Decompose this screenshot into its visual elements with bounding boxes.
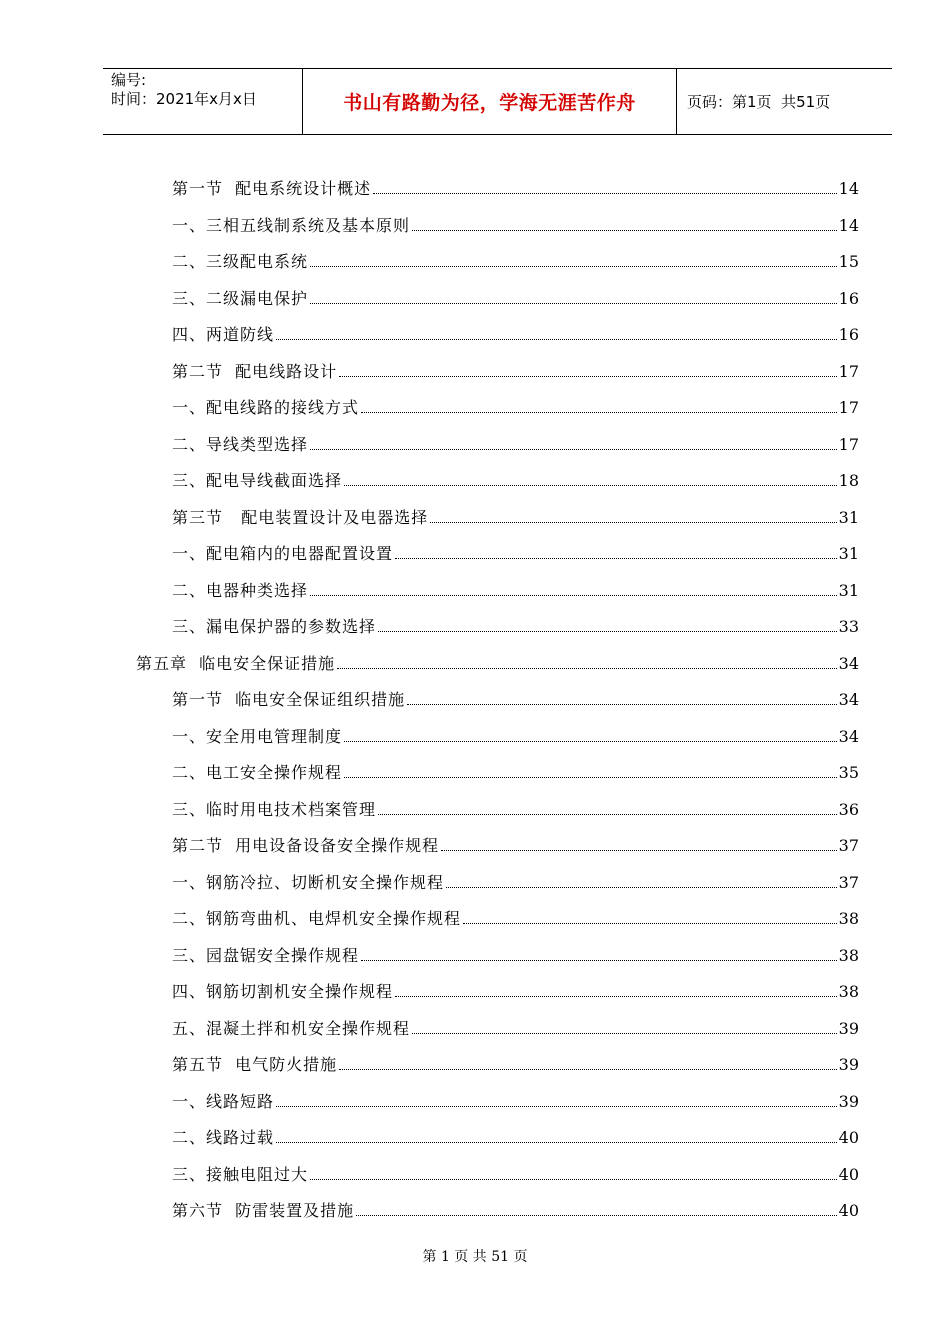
page-footer: 第 1 页 共 51 页 [422, 1249, 528, 1265]
toc-entry-title: 第六节 防雷装置及措施 [172, 1201, 355, 1220]
toc-entry-title: 一、配电箱内的电器配置设置 [172, 544, 394, 563]
toc-entry-page-number: 17 [838, 361, 859, 381]
toc-entry-page-number: 17 [838, 398, 859, 417]
toc-entry-page-number: 40 [838, 1128, 859, 1147]
toc-entry-title: 五、混凝土拌和机安全操作规程 [172, 1018, 411, 1038]
toc-entry[interactable] [172, 820, 859, 856]
toc-entry-page-number: 15 [838, 252, 859, 271]
header-motto: 书山有路勤为径，学海无涯苦作舟 [303, 69, 677, 134]
toc-entry-title: 三、接触电阻过大 [172, 1164, 309, 1184]
toc-entry[interactable] [172, 346, 859, 382]
toc-dot-leader [378, 631, 837, 632]
toc-entry[interactable] [172, 200, 859, 236]
page-header [103, 68, 892, 135]
toc-dot-leader [310, 449, 837, 450]
toc-dot-leader [344, 741, 837, 742]
toc-entry-title: 第二节 配电线路设计 [172, 361, 338, 381]
toc-entry-page-number: 31 [838, 580, 859, 600]
toc-entry-page-number: 37 [838, 872, 859, 892]
toc-entry-title: 二、导线类型选择 [172, 434, 309, 454]
toc-entry-title: 第五节 电气防火措施 [172, 1055, 338, 1074]
toc-entry-page-number: 40 [838, 1201, 859, 1220]
toc-entry-title: 二、电工安全操作规程 [172, 763, 343, 782]
toc-entry-page-number: 38 [838, 945, 859, 965]
toc-entry[interactable] [172, 966, 859, 1002]
toc-entry[interactable] [172, 492, 859, 528]
toc-dot-leader [276, 1106, 837, 1107]
toc-entry-title: 二、线路过载 [172, 1128, 275, 1147]
toc-dot-leader [361, 412, 837, 413]
toc-dot-leader [310, 303, 837, 304]
toc-entry[interactable] [172, 273, 859, 309]
toc-entry-page-number: 31 [838, 544, 859, 563]
toc-dot-leader [373, 193, 836, 194]
toc-entry-title: 第一节 临电安全保证组织措施 [172, 690, 406, 709]
toc-entry-page-number: 16 [838, 325, 859, 344]
toc-entry-page-number: 18 [838, 471, 859, 490]
toc-dot-leader [344, 777, 837, 778]
toc-dot-leader [276, 1142, 837, 1143]
toc-entry-page-number: 38 [838, 982, 859, 1001]
toc-dot-leader [395, 558, 837, 559]
toc-entry-title: 二、电器种类选择 [172, 580, 309, 600]
toc-dot-leader [412, 1033, 837, 1034]
toc-dot-leader [276, 339, 837, 340]
toc-entry[interactable] [172, 784, 859, 820]
toc-entry[interactable] [172, 1076, 859, 1112]
toc-entry[interactable] [172, 1039, 859, 1075]
toc-entry-title: 三、园盘锯安全操作规程 [172, 945, 360, 965]
document-number-label: 编号: [111, 71, 147, 89]
toc-entry[interactable] [172, 857, 859, 893]
toc-dot-leader [339, 376, 836, 377]
toc-entry-page-number: 33 [838, 617, 859, 636]
toc-entry-page-number: 36 [838, 799, 859, 819]
toc-entry[interactable] [172, 419, 859, 455]
toc-dot-leader [430, 522, 836, 523]
toc-entry[interactable] [136, 638, 859, 674]
toc-entry-title: 一、配电线路的接线方式 [172, 398, 360, 417]
toc-entry-title: 第二节 用电设备设备安全操作规程 [172, 836, 440, 855]
toc-entry[interactable] [172, 565, 859, 601]
toc-entry[interactable] [172, 1112, 859, 1148]
toc-entry-page-number: 34 [838, 690, 859, 709]
toc-entry-page-number: 14 [838, 215, 859, 235]
toc-entry-title: 第一节 配电系统设计概述 [172, 179, 372, 198]
toc-dot-leader [378, 814, 837, 815]
toc-entry-title: 二、三级配电系统 [172, 252, 309, 271]
toc-dot-leader [310, 595, 837, 596]
header-meta [103, 69, 303, 134]
toc-entry-title: 第五章 临电安全保证措施 [136, 653, 336, 673]
toc-dot-leader [412, 230, 837, 231]
toc-entry-title: 三、配电导线截面选择 [172, 471, 343, 490]
toc-entry-title: 三、二级漏电保护 [172, 288, 309, 308]
toc-entry[interactable] [172, 601, 859, 637]
toc-entry[interactable] [172, 1185, 859, 1221]
toc-entry-page-number: 39 [838, 1055, 859, 1074]
toc-entry[interactable] [172, 163, 859, 199]
toc-entry-title: 二、钢筋弯曲机、电焊机安全操作规程 [172, 909, 462, 928]
toc-entry-title: 四、两道防线 [172, 325, 275, 344]
toc-entry-page-number: 14 [838, 179, 859, 198]
toc-dot-leader [310, 1179, 837, 1180]
header-page-code: 页码：第1页 共51页 [687, 93, 831, 111]
toc-dot-leader [339, 1069, 836, 1070]
toc-dot-leader [337, 668, 836, 669]
toc-entry[interactable] [172, 674, 859, 710]
toc-dot-leader [356, 1215, 836, 1216]
toc-dot-leader [395, 996, 837, 997]
toc-entry-page-number: 39 [838, 1091, 859, 1111]
toc-entry-page-number: 35 [838, 763, 859, 782]
toc-entry[interactable] [172, 382, 859, 418]
toc-entry[interactable] [172, 930, 859, 966]
toc-entry[interactable] [172, 455, 859, 491]
toc-entry[interactable] [172, 1149, 859, 1185]
toc-entry-title: 三、临时用电技术档案管理 [172, 799, 377, 819]
toc-entry[interactable] [172, 747, 859, 783]
toc-dot-leader [361, 960, 837, 961]
toc-entry-title: 第三节 配电装置设计及电器选择 [172, 507, 429, 527]
toc-entry-page-number: 16 [838, 288, 859, 308]
toc-entry-page-number: 34 [838, 726, 859, 746]
toc-entry[interactable] [172, 528, 859, 564]
toc-entry-title: 三、漏电保护器的参数选择 [172, 617, 377, 636]
toc-entry-title: 一、三相五线制系统及基本原则 [172, 215, 411, 235]
toc-entry-title: 一、线路短路 [172, 1091, 275, 1111]
toc-entry-page-number: 38 [838, 909, 859, 928]
toc-entry-page-number: 17 [838, 434, 859, 454]
toc-dot-leader [344, 485, 837, 486]
toc-dot-leader [310, 266, 837, 267]
toc-entry[interactable] [172, 309, 859, 345]
toc-entry-page-number: 40 [838, 1164, 859, 1184]
toc-entry-page-number: 37 [838, 836, 859, 855]
toc-entry-page-number: 31 [838, 507, 859, 527]
toc-dot-leader [446, 887, 837, 888]
toc-entry[interactable] [172, 1003, 859, 1039]
document-time-label: 时间：2021年x月x日 [111, 90, 257, 108]
toc-entry[interactable] [172, 893, 859, 929]
toc-entry-title: 一、安全用电管理制度 [172, 726, 343, 746]
toc-entry[interactable] [172, 711, 859, 747]
toc-entry[interactable] [172, 236, 859, 272]
toc-entry-title: 四、钢筋切割机安全操作规程 [172, 982, 394, 1001]
toc-entry-page-number: 39 [838, 1018, 859, 1038]
toc-entry-page-number: 34 [838, 653, 859, 673]
toc-entry-title: 一、钢筋冷拉、切断机安全操作规程 [172, 872, 445, 892]
toc-dot-leader [463, 923, 837, 924]
toc-dot-leader [407, 704, 836, 705]
toc-dot-leader [441, 850, 836, 851]
